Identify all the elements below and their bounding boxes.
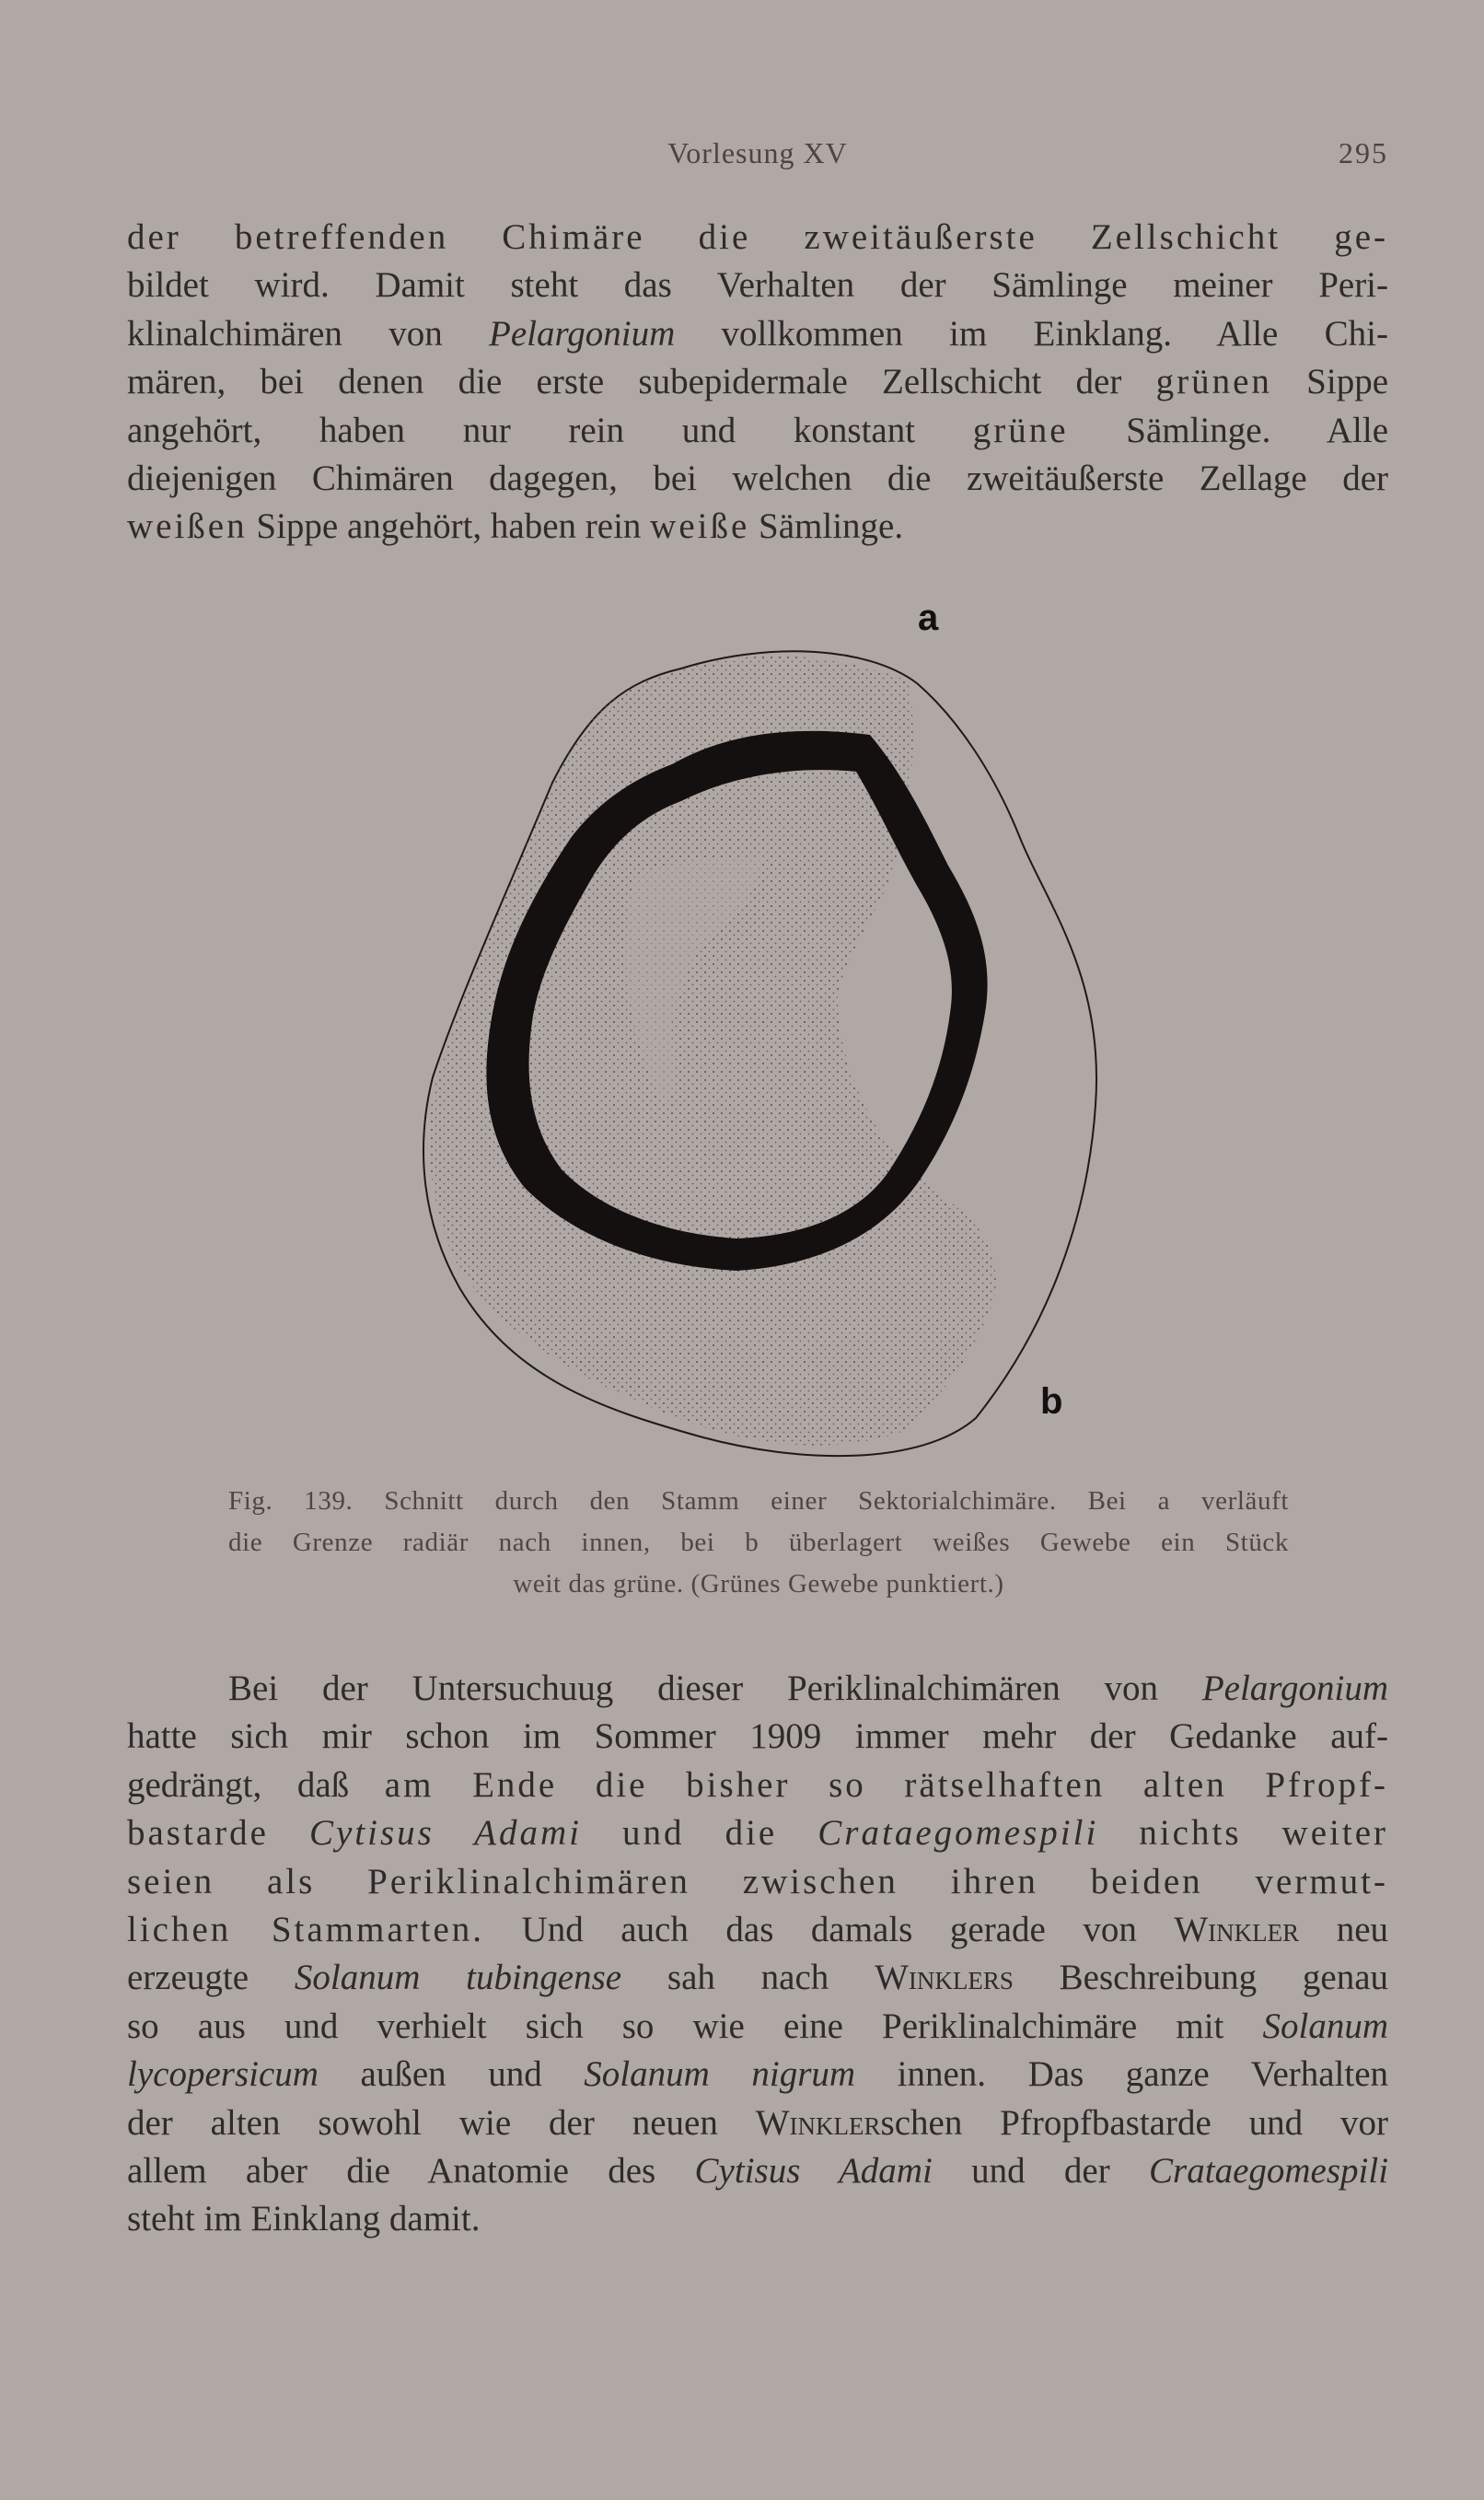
figure-139 [405,589,1123,1464]
page-number: 295 [1339,136,1388,169]
text-line: steht im Einklang damit. [127,2199,481,2239]
taxon-name: Solanum nigrum [584,2054,856,2095]
taxon-name: lycopersicum [127,2054,319,2095]
taxon-name: Pelargonium [489,313,676,354]
text-line: lichen Stammarten. Und auch das damals gerade von Winkler neu [127,1910,1388,1950]
taxon-name: Solanum tubingense [294,1958,622,1998]
paragraph-1 [127,214,1388,552]
paragraph-2 [127,1665,1388,2244]
taxon-name: Pelargonium [1201,1669,1389,1708]
taxon-name: Solanum [1262,2006,1388,2046]
emphasis-spaced: grüne [972,410,1069,450]
text-line: der alten sowohl wie der neuen Winklerschen Pfropfbastarde und vor [127,2102,1388,2143]
text-line: diejenigen Chimären dagegen, bei welchen die zweitäußerste Zellage der [127,459,1388,499]
text-line: hatte sich mir schon im Sommer 1909 immer mehr der Gedanke auf- [127,1716,1388,1757]
text-line: allem aber die Anatomie des Cytisus Adami und der Crataegomespili [127,2151,1389,2192]
text-line: angehört, haben nur rein und konstant grüne Sämlinge. Alle [127,410,1389,450]
text-line: bildet wird. Damit steht das Verhalten der Sämlinge meiner Peri- [127,265,1388,306]
figure-caption [228,1481,1289,1605]
emphasis-spaced: am Ende die bisher so rätselhaften alten Pfropf- [384,1764,1388,1805]
emphasis-spaced: weißen [127,506,248,547]
emphasis-spaced: weiße [650,506,750,547]
text-line: Bei der Untersuchuug dieser Periklinalchimären von Pelargonium [228,1669,1389,1708]
text-line: erzeugte Solanum tubingense sah nach Winklers Beschreibung genau [127,1958,1388,1998]
author-name: Winkler [1174,1910,1300,1950]
caption-line: die Grenze radiär nach innen, bei b überlagert weißes Gewebe ein Stück [228,1528,1289,1557]
text-line: so aus und verhielt sich so wie eine Periklinalchimäre mit Solanum [127,2006,1388,2046]
taxon-name: Cytisus Adami [694,2151,933,2192]
taxon-name: Crataegomespili [817,1813,1099,1854]
taxon-name: Cytisus Adami [308,1813,582,1854]
caption-line: weit das grüne. (Grünes Gewebe punktiert.) [513,1569,1004,1599]
stem-cross-section-illustration [405,589,1123,1464]
running-head-title: Vorlesung XV [667,136,848,169]
author-name: Winklers [875,1958,1014,1998]
figure-label-b: b [1040,1381,1063,1422]
running-head [127,136,1388,173]
text-line: gedrängt, daß am Ende die bisher so rätselhaften alten Pfropf- [127,1764,1388,1805]
text-line: klinalchimären von Pelargonium vollkommen im Einklang. Alle Chi- [127,313,1388,354]
taxon-name: Crataegomespili [1149,2151,1389,2192]
text-line: der betreffenden Chimäre die zweitäußerste Zellschicht ge- [127,217,1388,257]
text-line: mären, bei denen die erste subepidermale Zellschicht der grünen Sippe [127,362,1389,402]
figure-label-a: a [918,598,939,638]
emphasis-spaced: grünen [1155,362,1272,402]
text-line: weißen Sippe angehört, haben rein weiße Sämlinge. [127,506,904,547]
text-line: lycopersicum außen und Solanum nigrum innen. Das ganze Verhalten [127,2054,1389,2095]
text-line: seien als Periklinalchimären zwischen ihren beiden vermut- [127,1861,1388,1901]
author-name: Winkler [755,2102,881,2143]
caption-line: Fig. 139. Schnitt durch den Stamm einer Sektorialchimäre. Bei a verläuft [228,1486,1289,1516]
text-line: bastarde Cytisus Adami und die Crataegomespili nichts weiter [127,1813,1388,1854]
